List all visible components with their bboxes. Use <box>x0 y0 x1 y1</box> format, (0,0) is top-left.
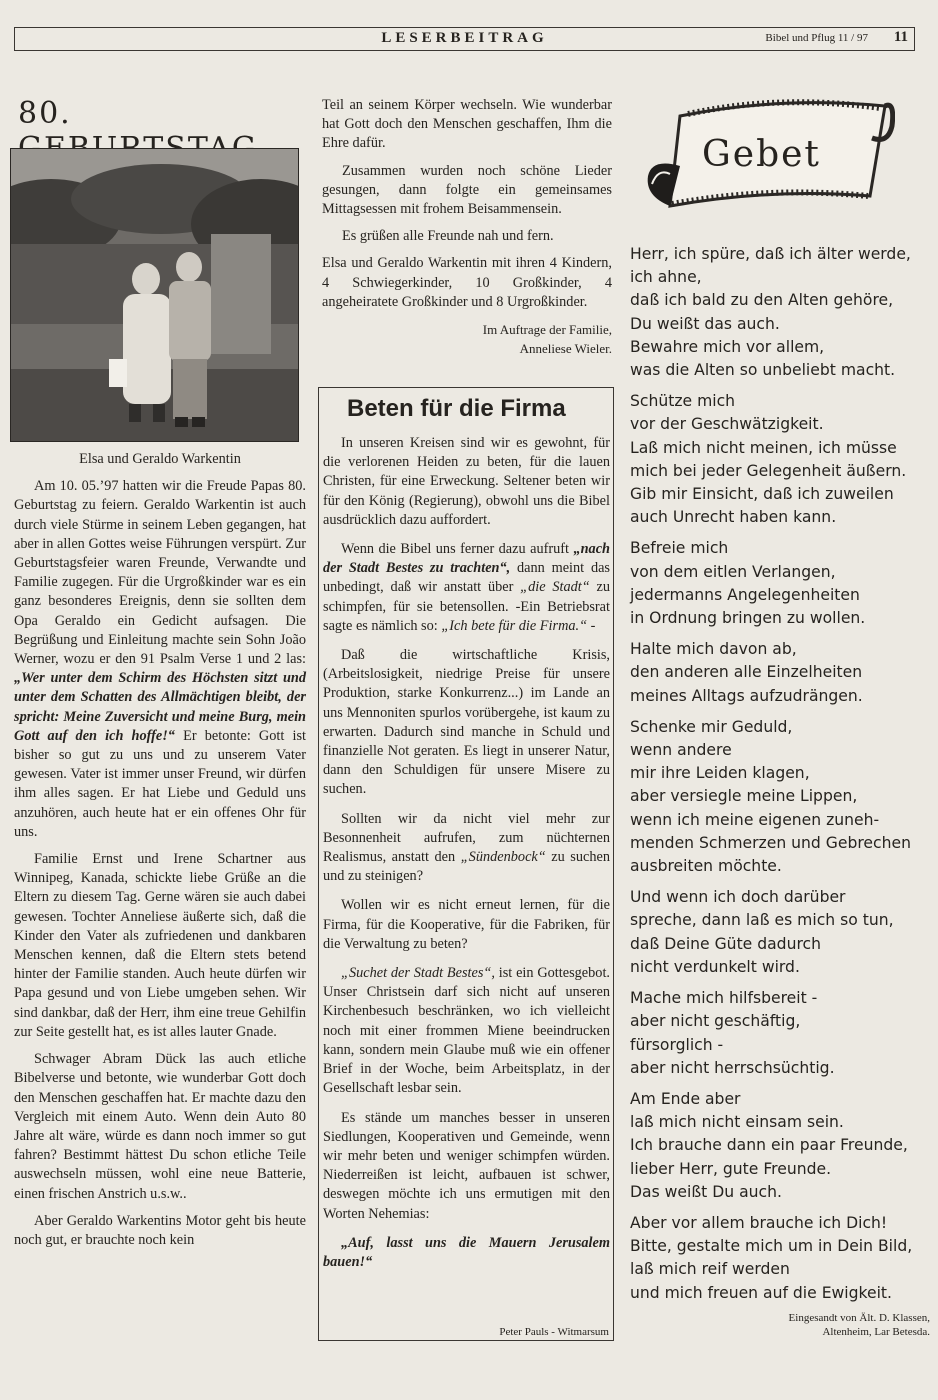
birthday-article-column-2 <box>322 96 612 358</box>
prayer-line: Herr, ich spüre, daß ich älter werde, <box>630 245 911 263</box>
prayer-line: aber nicht geschäftig, <box>630 1012 801 1031</box>
firma-quote-suendenbock: „Sündenbock“ <box>460 849 546 866</box>
prayer-line: Schütze mich <box>630 392 736 411</box>
prayer-stanza <box>630 987 930 1080</box>
prayer-line: vor der Geschwätzigkeit. <box>630 415 824 434</box>
prayer-stanza <box>630 1212 930 1305</box>
psalm-quote: „Wer unter dem Schirm des Höchsten sitzt und unter dem Schatten des Allmächtigen bleibt, der spricht: Meine Zuversicht und meine Burg, mein Gott auf den ich hoffe!“ <box>14 670 306 744</box>
prayer-line: auch Unrecht haben kann. <box>630 508 837 527</box>
prayer-line: aber nicht herrschsüchtig. <box>630 1058 835 1077</box>
prayer-line: Gib mir Einsicht, daß ich zuweilen <box>630 485 894 504</box>
birthday-continued-1: Teil an seinem Körper wechseln. Wie wunderbar hat Gott doch den Menschen geschaffen, Ihm die Ehre dafür. <box>322 97 612 152</box>
prayer-line: von dem eitlen Verlangen, <box>630 562 836 581</box>
prayer-line: und mich freuen auf die Ewigkeit. <box>630 1283 893 1302</box>
prayer-line: aber versiegle meine Lippen, <box>630 787 858 806</box>
prayer-stanza <box>630 390 930 529</box>
prayer-line: laß mich nicht einsam sein. <box>630 1113 844 1132</box>
prayer-line: laß mich reif werden <box>630 1260 790 1279</box>
prayer-stanza <box>630 537 930 630</box>
firma-p2-text: Wenn die Bibel uns ferner dazu aufruft <box>341 541 569 558</box>
prayer-line: Befreie mich <box>630 539 729 558</box>
firma-p6-text: ist ein Gottesgebot. Unser Christsein darf sich nicht auf unseren Kirchenbesuch beschränken, wo ich vielleicht noch mit einer frommen Miene beeindrucken kann, sondern mein Glaube muß wie ein offener Brief in der Woche, beim Arbeitsplatz, in der Gesellschaft lesbar sein. <box>323 965 611 1097</box>
section-title: LESERBEITRAG <box>381 30 548 46</box>
birthday-signoff <box>322 320 612 358</box>
prayer-line: daß ich bald zu den Alten gehöre, <box>630 291 894 310</box>
prayer-line: Am Ende aber <box>630 1089 741 1108</box>
firma-paragraph-6 <box>323 964 610 1098</box>
prayer-line: jedermanns Angelegenheiten <box>630 585 860 604</box>
prayer-credit <box>630 1311 930 1339</box>
prayer-line: wenn andere <box>630 741 732 760</box>
firma-title: Beten für die Firma <box>347 395 566 422</box>
prayer-line: wenn ich meine eigenen zuneh- <box>630 810 880 829</box>
firma-paragraph-5: Wollen wir es nicht erneut lernen, für die Firma, für die Kooperative, für die Fabriken, für die Verwaltung zu beten? <box>323 897 610 952</box>
prayer-line: fürsorglich - <box>630 1035 724 1054</box>
prayer-stanza <box>630 1088 930 1204</box>
birthday-paragraph-3: Schwager Abram Dück las auch etliche Bibelverse und betonte, wie wunderbar Gott doch den Menschen geschaffen hat. Er machte dazu den Vergleich mit einem Auto. Wenn dein Auto 80 Jahre alt wäre, würde es dann noch immer so gut fahren? Bestimmt hättest Du schon etliche Teile auswechseln müssen, wohl eine neue Batterie, einen frischen Anstrich u.s.w.. <box>14 1051 306 1202</box>
prayer-line: Du weißt das auch. <box>630 314 780 333</box>
birthday-continued-3: Es grüßen alle Freunde nah und fern. <box>342 228 554 245</box>
prayer-line: Ich brauche dann ein paar Freunde, <box>630 1136 908 1155</box>
prayer-line: spreche, dann laß es mich so tun, <box>630 911 894 930</box>
birthday-continued-4: Elsa und Geraldo Warkentin mit ihren 4 Kindern, 4 Schwiegerkinder, 10 Großkinder, 4 angeheiratete Großkinder und 8 Urgroßkinder. <box>322 255 612 310</box>
firma-paragraph-4 <box>323 810 610 887</box>
publication-info: Bibel und Pflug 11 / 97 <box>765 32 868 44</box>
photo-illustration <box>11 149 298 441</box>
prayer-line: daß Deine Güte dadurch <box>630 934 821 953</box>
prayer-line: Halte mich davon ab, <box>630 640 797 659</box>
birthday-article-column-1 <box>14 450 306 1258</box>
firma-p4-text: Sollten wir da nicht viel mehr zur Besonnenheit aufrufen, zum nüchternen Realismus, anstatt den <box>323 810 610 866</box>
firma-quote-die-stadt: „die Stadt“ <box>520 579 590 596</box>
prayer-line: nicht verdunkelt wird. <box>630 957 800 976</box>
birthday-paragraph-2: Familie Ernst und Irene Schartner aus Winnipeg, Kanada, schickte liebe Grüße an die Eltern zu diesem Tag. Gerne wären sie auch dabei gewesen. Tochter Anneliese äußerte sich, daß die Kinder den Vater als zufriedenen und dankbaren Menschen kennen, daß die Eltern stets betend hinter der Familie standen. Auch heute dürfen wir Papa gesund und von Liebe umgeben sehen. Wir sind dankbar, daß der Herr, ihm eine treue Gehilfin zur Seite gestellt hat, es ist alles lauter Gnade. <box>14 851 306 1040</box>
firma-paragraph-2 <box>323 540 610 636</box>
prayer-line: in Ordnung bringen zu wollen. <box>630 609 866 628</box>
birthday-p1-continued: Er betonte: Gott ist bisher so gut zu uns und zu unserem Vater gewesen. Vater ist immer unser Freund, wir dürfen ihm alles sagen. Er hat Liebe und Geduld uns anzuhören, auch heute hat er ein offenes Ohr für uns. <box>14 727 306 840</box>
birthday-p1-text: Am 10. 05.’97 hatten wir die Freude Papas 80. Geburtstag zu feiern. Geraldo Warkentin ist auch durch viele Stürme in seinem Leben gegangen, hat aber in allen Gottes weise Führungen verspürt. Zur Geburtstagsfeier waren Freunde, Verwandte und Familie zugegen. Für die Urgroßkinder war es ein ganz besonderes Ereignis, denn sie sollten dem Opa Geraldo ein Gedicht aufsagen. Die Begrüßung und Einleitung machte sein Sohn João Werner, wozu er den 91 Psalm Verse 1 und 2 las: <box>14 478 306 668</box>
firma-paragraph-1: In unseren Kreisen sind wir es gewohnt, für die verlorenen Heiden zu beten, für die lauen Christen, für eine Erweckung. Seltener beten wir für den König (Regierung), obwohl uns die Bibel ausdrücklich dazu auffordert. <box>323 435 610 528</box>
prayer-stanza <box>630 716 930 878</box>
prayer-stanza <box>630 243 930 382</box>
prayer-line: ausbreiten möchte. <box>630 857 782 876</box>
page-number: 11 <box>893 29 908 45</box>
prayer-line: Bitte, gestalte mich um in Dein Bild, <box>630 1237 913 1256</box>
prayer-stanza <box>630 638 930 708</box>
birthday-title: 80. <box>18 96 72 131</box>
firma-author: Peter Pauls - Witmarsum <box>499 1326 609 1338</box>
prayer-title: Gebet <box>702 134 821 175</box>
page-header <box>14 27 915 51</box>
signoff-line-1: Im Auftrage der Familie, <box>482 322 612 338</box>
prayer-line: Laß mich nicht meinen, ich müsse <box>630 438 897 457</box>
couple-photo <box>10 148 299 442</box>
prayer-line: Das weißt Du auch. <box>630 1182 782 1201</box>
firma-article-box <box>318 387 614 1341</box>
prayer-line: Mache mich hilfsbereit - <box>630 989 818 1008</box>
firma-quote-bete-firma: „Ich bete für die Firma.“ - <box>441 617 596 634</box>
prayer-line: lieber Herr, gute Freunde. <box>630 1159 832 1178</box>
firma-quote-suchet: „Suchet der Stadt Bestes“, <box>341 965 495 982</box>
prayer-line: mich bei jeder Gelegenheit äußern. <box>630 461 907 480</box>
prayer-line: Bewahre mich vor allem, <box>630 337 825 356</box>
prayer-line: mir ihre Leiden klagen, <box>630 764 810 783</box>
prayer-stanza <box>630 886 930 979</box>
firma-p4-continued: zu suchen und zu steinigen? <box>323 849 610 885</box>
signoff-line-2: Anneliese Wieler. <box>519 341 612 357</box>
prayer-credit-line: Altenheim, Lar Betesda. <box>822 1325 930 1338</box>
prayer-line: was die Alten so unbeliebt macht. <box>630 361 896 380</box>
prayer-line: Aber vor allem brauche ich Dich! <box>630 1213 888 1232</box>
firma-paragraph-7: Es stände um manches besser in unseren Siedlungen, Kooperativen und Gemeinde, wenn wir mehr beten und weniger schimpfen würden. Niederreißen ist leicht, aufbauen ist schwer, deswegen möchte ich uns ermutigen mit den Worten Nehemias: <box>323 1109 610 1222</box>
birthday-paragraph-1 <box>14 477 306 842</box>
firma-p2-continued-2: zu schimpfen, für sie betensollen. -Ein Betriebsrat sagte es nämlich so: <box>323 579 610 634</box>
prayer-line: Schenke mir Geduld, <box>630 717 793 736</box>
photo-caption: Elsa und Geraldo Warkentin <box>79 451 241 467</box>
prayer-line: meines Alltags aufzudrängen. <box>630 686 863 705</box>
prayer-line: menden Schmerzen und Gebrechen <box>630 833 911 852</box>
firma-paragraph-3: Daß die wirtschaftliche Krisis, (Arbeitslosigkeit, niedrige Preise für unsere Produktion, starke Konkurrenz...) im Lande an uns Mennoniten spurlos vorübergehe, ist kaum zu erwarten. Dadurch sind manche in Schuld und finanzielle Not geraten. Es liegt in unserer Natur, dann den Schuldigen für unsere Misere zu suchen. <box>323 647 610 798</box>
birthday-continued-2: Zusammen wurden noch schöne Lieder gesungen, dann folgte ein gemeinsames Mittagsessen mit frohem Beisammensein. <box>322 162 612 218</box>
prayer-line: ich ahne, <box>630 268 702 287</box>
prayer-poem <box>630 243 930 1339</box>
firma-p2-continued: dann meint das unbedingt, daß wir anstatt über <box>323 560 610 596</box>
prayer-line: Und wenn ich doch darüber <box>630 888 846 907</box>
prayer-credit-line: Eingesandt von Ält. D. Klassen, <box>788 1311 930 1324</box>
prayer-scroll-banner <box>640 96 895 226</box>
firma-quote-stadt-bestes: „nach der Stadt Bestes zu trachten“, <box>323 541 610 577</box>
firma-closing-quote: „Auf, lasst uns die Mauern Jerusalem bauen!“ <box>323 1234 610 1270</box>
prayer-line: den anderen alle Einzelheiten <box>630 663 863 682</box>
birthday-paragraph-4: Aber Geraldo Warkentins Motor geht bis heute noch gut, er brauchte noch kein <box>14 1212 306 1248</box>
